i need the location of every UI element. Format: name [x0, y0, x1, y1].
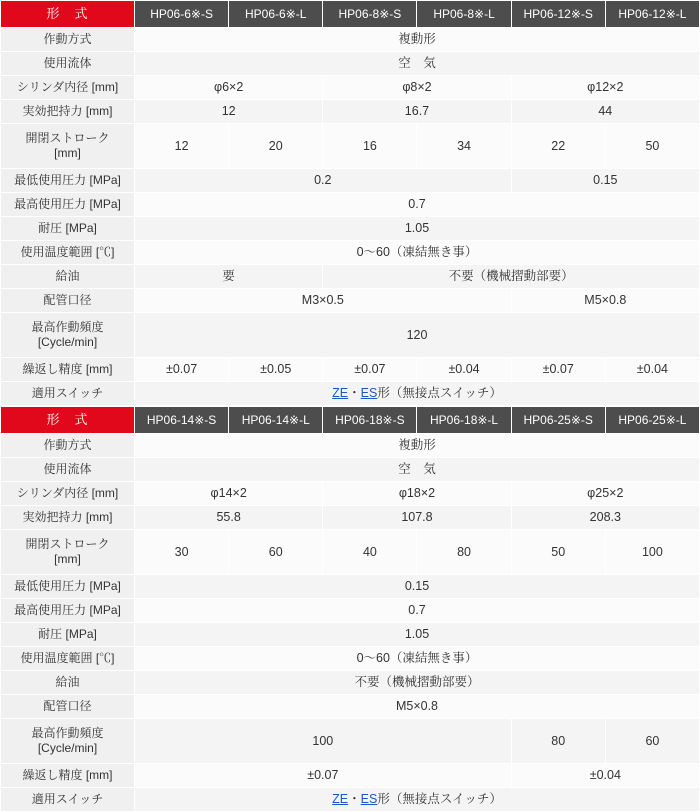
value-cell: φ12×2 — [511, 76, 699, 100]
value-cell — [135, 788, 700, 812]
value-cell: φ25×2 — [511, 482, 699, 506]
header-label-model: 形 式 — [1, 1, 135, 28]
value-cell: 80 — [511, 719, 605, 764]
header-model-6: HP06-25※-L — [605, 407, 699, 434]
row-label: 実効把持力 [mm] — [1, 100, 135, 124]
value-cell: M3×0.5 — [135, 289, 512, 313]
value-cell — [135, 382, 700, 406]
value-cell: 80 — [417, 530, 511, 575]
value-cell: 0.2 — [135, 169, 512, 193]
table-row — [1, 506, 700, 530]
value-cell: ±0.07 — [135, 358, 229, 382]
row-label: 開閉ストローク [mm] — [1, 124, 135, 169]
table-row — [1, 764, 700, 788]
value-cell: 120 — [135, 313, 700, 358]
header-model-1: HP06-14※-S — [135, 407, 229, 434]
table-row — [1, 695, 700, 719]
value-cell: φ8×2 — [323, 76, 511, 100]
header-model-3: HP06-18※-S — [323, 407, 417, 434]
value-cell: 22 — [511, 124, 605, 169]
row-label: 給油 — [1, 671, 135, 695]
value-cell: 0.15 — [135, 575, 700, 599]
row-label: 最高作動頻度 [Cycle/min] — [1, 313, 135, 358]
value-cell: 20 — [229, 124, 323, 169]
table-row — [1, 241, 700, 265]
value-cell: ±0.07 — [511, 358, 605, 382]
row-label: 最低使用圧力 [MPa] — [1, 169, 135, 193]
row-label: 使用流体 — [1, 458, 135, 482]
switch-suffix-text: 形（無接点スイッチ） — [377, 792, 502, 807]
row-label: 実効把持力 [mm] — [1, 506, 135, 530]
table-row — [1, 289, 700, 313]
table-row — [1, 434, 700, 458]
value-cell: 空 気 — [135, 52, 700, 76]
row-label: 開閉ストローク [mm] — [1, 530, 135, 575]
value-cell: 34 — [417, 124, 511, 169]
value-cell: ±0.04 — [605, 358, 699, 382]
value-cell: 0.15 — [511, 169, 699, 193]
table-row — [1, 671, 700, 695]
value-cell: ±0.05 — [229, 358, 323, 382]
value-cell: 208.3 — [511, 506, 699, 530]
switch-link-ze[interactable]: ZE — [332, 386, 349, 401]
header-model-2: HP06-14※-L — [229, 407, 323, 434]
table-header-row — [1, 1, 700, 28]
table-row — [1, 100, 700, 124]
value-cell: 16.7 — [323, 100, 511, 124]
header-model-6: HP06-12※-L — [605, 1, 699, 28]
table-row — [1, 52, 700, 76]
link-separator: ・ — [348, 792, 361, 807]
table-row — [1, 265, 700, 289]
table-row — [1, 358, 700, 382]
value-cell: 不要（機械摺動部要） — [135, 671, 700, 695]
value-cell: 複動形 — [135, 434, 700, 458]
link-separator: ・ — [348, 386, 361, 401]
header-model-2: HP06-6※-L — [229, 1, 323, 28]
value-cell: 16 — [323, 124, 417, 169]
value-cell: 0〜60（凍結無き事） — [135, 647, 700, 671]
value-cell: 100 — [135, 719, 512, 764]
value-cell: 0〜60（凍結無き事） — [135, 241, 700, 265]
table-row — [1, 458, 700, 482]
header-model-4: HP06-18※-L — [417, 407, 511, 434]
value-cell: 40 — [323, 530, 417, 575]
header-model-1: HP06-6※-S — [135, 1, 229, 28]
header-label-model: 形 式 — [1, 407, 135, 434]
table-row — [1, 169, 700, 193]
table-row — [1, 76, 700, 100]
row-label: 作動方式 — [1, 434, 135, 458]
row-label: 配管口径 — [1, 695, 135, 719]
value-cell: M5×0.8 — [511, 289, 699, 313]
value-cell: ±0.07 — [135, 764, 512, 788]
value-cell: 55.8 — [135, 506, 323, 530]
table-row — [1, 217, 700, 241]
row-label: 最高使用圧力 [MPa] — [1, 193, 135, 217]
value-cell: 107.8 — [323, 506, 511, 530]
value-cell: 12 — [135, 124, 229, 169]
row-label: 使用温度範囲 [℃] — [1, 647, 135, 671]
row-label: 繰返し精度 [mm] — [1, 358, 135, 382]
row-label: 最高作動頻度 [Cycle/min] — [1, 719, 135, 764]
header-model-5: HP06-25※-S — [511, 407, 605, 434]
value-cell: 44 — [511, 100, 699, 124]
row-label: 作動方式 — [1, 28, 135, 52]
switch-suffix-text: 形（無接点スイッチ） — [377, 386, 502, 401]
spec-table — [0, 406, 700, 812]
value-cell: 100 — [605, 530, 699, 575]
table-row — [1, 530, 700, 575]
value-cell: 30 — [135, 530, 229, 575]
value-cell: 50 — [605, 124, 699, 169]
table-header-row — [1, 407, 700, 434]
row-label: シリンダ内径 [mm] — [1, 482, 135, 506]
table-row — [1, 788, 700, 812]
value-cell: φ18×2 — [323, 482, 511, 506]
value-cell: 60 — [605, 719, 699, 764]
value-cell: φ14×2 — [135, 482, 323, 506]
row-label: 最高使用圧力 [MPa] — [1, 599, 135, 623]
value-cell: 空 気 — [135, 458, 700, 482]
row-label: 耐圧 [MPa] — [1, 217, 135, 241]
switch-link-es[interactable]: ES — [360, 386, 378, 401]
table-row — [1, 599, 700, 623]
value-cell: 0.7 — [135, 193, 700, 217]
value-cell: 1.05 — [135, 217, 700, 241]
table-row — [1, 382, 700, 406]
value-cell: 12 — [135, 100, 323, 124]
value-cell: 60 — [229, 530, 323, 575]
value-cell: 1.05 — [135, 623, 700, 647]
table-row — [1, 647, 700, 671]
value-cell: 50 — [511, 530, 605, 575]
value-cell: 0.7 — [135, 599, 700, 623]
value-cell: 複動形 — [135, 28, 700, 52]
table-row — [1, 482, 700, 506]
value-cell: ±0.07 — [323, 358, 417, 382]
switch-link-es[interactable]: ES — [360, 792, 378, 807]
switch-link-ze[interactable]: ZE — [332, 792, 349, 807]
table-row — [1, 124, 700, 169]
value-cell: φ6×2 — [135, 76, 323, 100]
value-cell: 不要（機械摺動部要） — [323, 265, 700, 289]
row-label: 耐圧 [MPa] — [1, 623, 135, 647]
table-row — [1, 313, 700, 358]
table-row — [1, 193, 700, 217]
row-label: 最低使用圧力 [MPa] — [1, 575, 135, 599]
value-cell: ±0.04 — [511, 764, 699, 788]
row-label: 適用スイッチ — [1, 382, 135, 406]
row-label: 使用流体 — [1, 52, 135, 76]
row-label: 給油 — [1, 265, 135, 289]
table-row — [1, 623, 700, 647]
value-cell: ±0.04 — [417, 358, 511, 382]
value-cell: 要 — [135, 265, 323, 289]
value-cell: M5×0.8 — [135, 695, 700, 719]
header-model-3: HP06-8※-S — [323, 1, 417, 28]
row-label: 配管口径 — [1, 289, 135, 313]
row-label: 繰返し精度 [mm] — [1, 764, 135, 788]
row-label: 使用温度範囲 [℃] — [1, 241, 135, 265]
table-row — [1, 719, 700, 764]
table-row — [1, 575, 700, 599]
row-label: シリンダ内径 [mm] — [1, 76, 135, 100]
header-model-4: HP06-8※-L — [417, 1, 511, 28]
table-row — [1, 28, 700, 52]
row-label: 適用スイッチ — [1, 788, 135, 812]
header-model-5: HP06-12※-S — [511, 1, 605, 28]
